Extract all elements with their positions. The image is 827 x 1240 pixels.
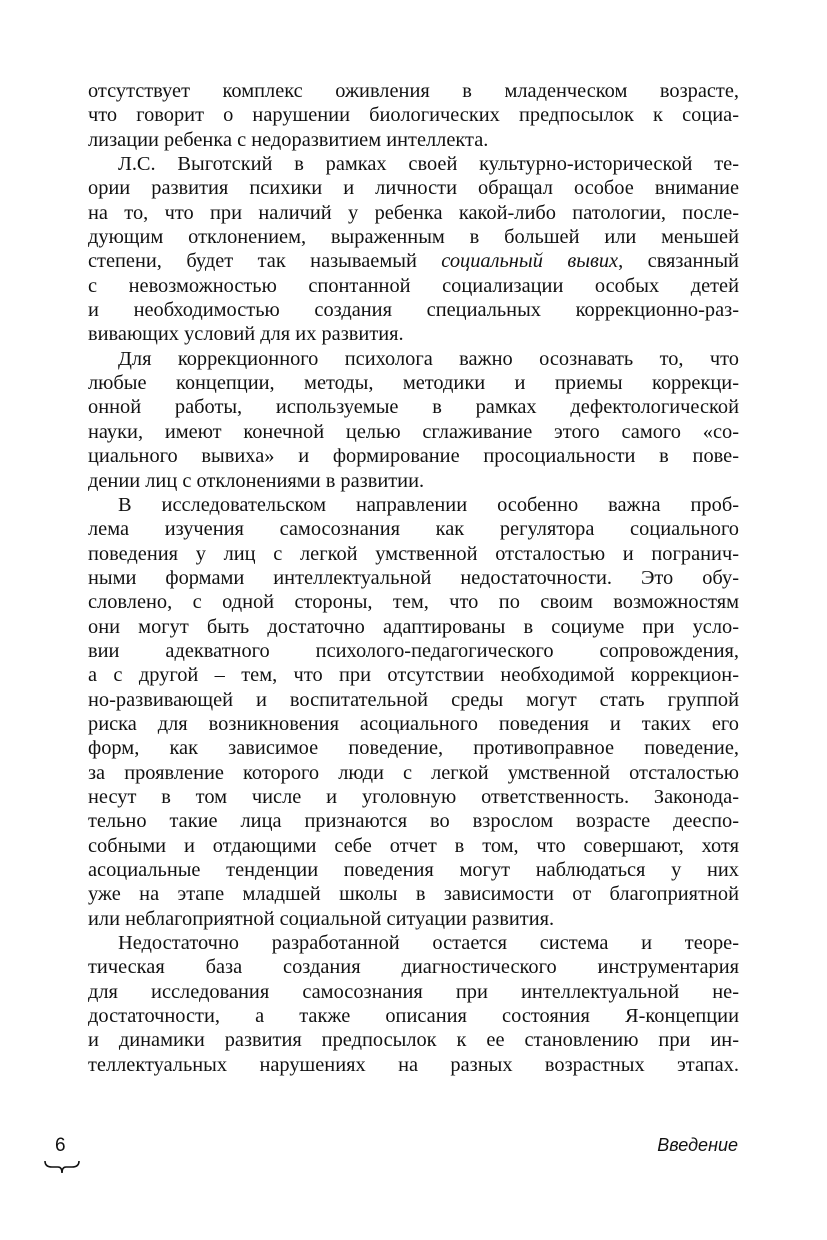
text-line: что говорит о нарушении биологических предпосылок к социа- [88, 104, 739, 127]
text-line: ории развития психики и личности обращал особое внимание [88, 177, 739, 200]
page-number: 6 [55, 1135, 66, 1156]
emphasized-term: социальный вывих [441, 250, 619, 273]
text-line: риска для возникновения асоциального поведения и таких его [88, 712, 739, 735]
text-line: тическая база создания диагностического инструментария [88, 956, 739, 979]
text-line: уже на этапе младшей школы в зависимости от благоприятной [88, 883, 739, 906]
text-line: но-развивающей и воспитательной среды могут стать группой [88, 688, 739, 711]
text-line: лема изучения самосознания как регулятора социального [88, 518, 739, 541]
text-line: с невозможностью спонтанной социализации особых детей [88, 274, 739, 297]
text-line: вивающих условий для их развития. [88, 323, 404, 346]
text-line: или неблагоприятной социальной ситуации развития. [88, 907, 555, 930]
text-line: онной работы, используемые в рамках дефектологической [88, 396, 739, 419]
text-line: отсутствует комплекс оживления в младенческом возрасте, [88, 80, 739, 102]
text-line-with-emphasis [88, 249, 739, 273]
text-line: на то, что при наличий у ребенка какой-либо патологии, после- [88, 201, 739, 224]
text-line: собными и отдающими себе отчет в том, что совершают, хотя [88, 834, 739, 857]
text-line: словлено, с одной стороны, тем, что по своим возможностям [88, 591, 739, 614]
section-title: Введение [657, 1135, 738, 1155]
text-line: за проявление которого люди с легкой умственной отсталостью [88, 761, 739, 784]
text-line: В исследовательском направлении особенно важна проб- [118, 493, 739, 516]
text-line: тельно такие лица признаются во взрослом возрасте дееспо- [88, 810, 739, 833]
text-fragment: , связанный [618, 250, 739, 273]
text-line: Л.С. Выготский в рамках своей культурно-исторической те- [118, 153, 739, 176]
text-line: вии адекватного психолого-педагогического сопровождения, [88, 639, 739, 662]
text-line: Недостаточно разработанной остается система и теоре- [118, 932, 739, 955]
text-line: ными формами интеллектуальной недостаточности. Это обу- [88, 566, 739, 589]
text-line: и необходимостью создания специальных коррекционно-раз- [88, 299, 739, 322]
text-line: поведения у лиц с легкой умственной отсталостью и погранич- [88, 542, 739, 565]
curly-brace-icon [44, 1160, 80, 1174]
text-line: любые концепции, методы, методики и приемы коррекци- [88, 372, 739, 395]
text-line: науки, имеют конечной целью сглаживание этого самого «со- [88, 420, 739, 443]
text-line: для исследования самосознания при интеллектуальной не- [88, 980, 739, 1003]
text-line: они могут быть достаточно адаптированы в социуме при усло- [88, 615, 739, 638]
text-line: дующим отклонением, выраженным в большей или меньшей [88, 226, 739, 249]
text-line: форм, как зависимое поведение, противоправное поведение, [88, 737, 739, 760]
text-line: циального вывиха» и формирование просоциальности в пове- [88, 445, 739, 468]
text-line: и динамики развития предпосылок к ее становлению при ин- [88, 1029, 739, 1052]
text-line: несут в том числе и уголовную ответственность. Законода- [88, 785, 739, 808]
text-line: достаточности, а также описания состояния Я-концепции [88, 1005, 739, 1028]
text-line: лизации ребенка с недоразвитием интеллекта. [88, 128, 489, 151]
text-line: дении лиц с отклонениями в развитии. [88, 469, 425, 492]
text-line: а с другой – тем, что при отсутствии необходимой коррекцион- [88, 664, 739, 687]
text-line: теллектуальных нарушениях на разных возрастных этапах. [88, 1053, 739, 1076]
text-fragment: степени, будет так называемый [88, 250, 417, 273]
body-text [88, 79, 739, 1077]
text-line: асоциальные тенденции поведения могут наблюдаться у них [88, 859, 739, 881]
text-line: Для коррекционного психолога важно осознавать то, что [118, 347, 739, 370]
